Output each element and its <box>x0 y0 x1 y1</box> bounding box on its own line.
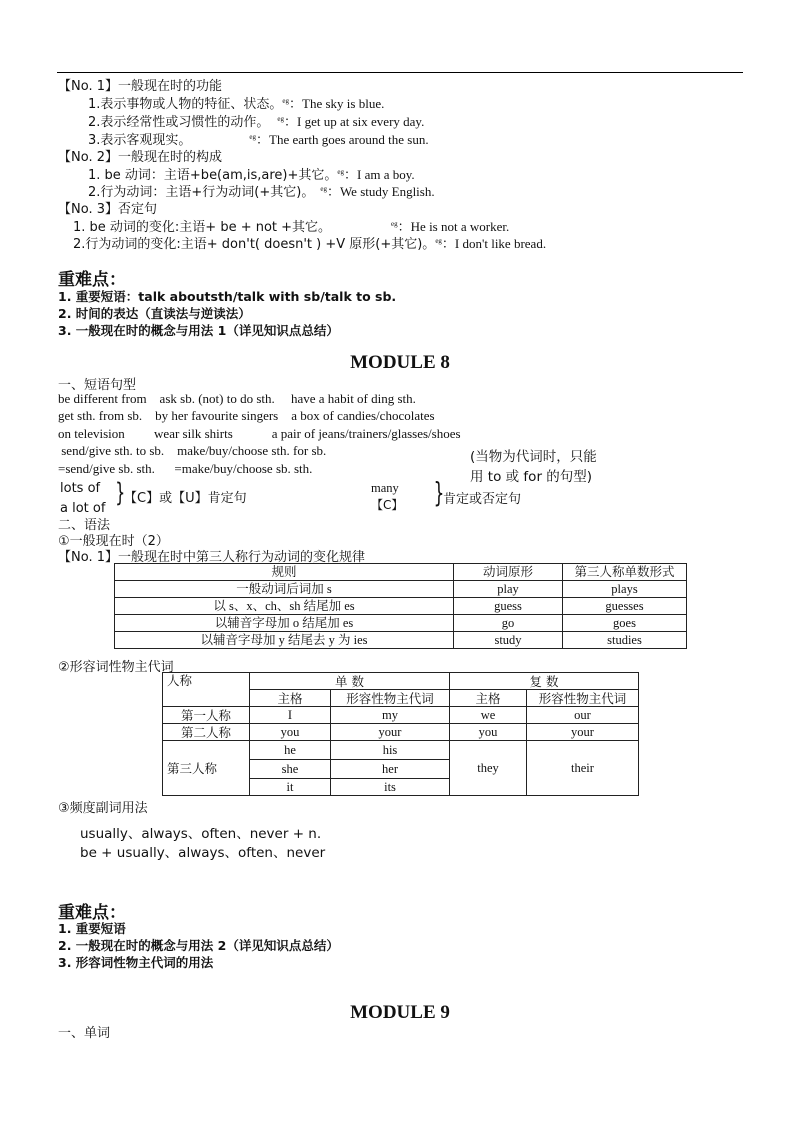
grammar-item-3: ③频度副词用法 <box>58 801 148 816</box>
phrase-line: get sth. from sb. by her favourite singers a box of candies/chocolates <box>58 408 435 423</box>
table-row <box>163 707 639 724</box>
pronoun-note-line1: (当物为代词时，只能 <box>470 449 597 465</box>
rule-cell: 以 s、x、ch、sh 结尾加 es <box>115 598 454 615</box>
table-header-cell: 规则 <box>115 564 454 581</box>
no3-line2-text: 2.行为动词的变化:主语+ don't( doesn't ) +V 原形(+其它)。 <box>73 237 436 252</box>
possessive-pronoun-table <box>162 672 639 796</box>
eg-mark: eg <box>249 133 257 141</box>
pronoun-note-line2: 用 to 或 for 的句型) <box>470 469 593 485</box>
pronoun-cell: I <box>250 707 331 724</box>
frequency-adverb-rule-1: usually、always、often、never + n. <box>80 826 322 842</box>
singular-header: 单 数 <box>250 673 450 690</box>
no2-line1-text: 1. be 动词：主语+be(am,is,are)+其它。 <box>88 168 338 183</box>
possessive-header: 形容性物主代词 <box>527 690 639 707</box>
frequency-adverb-rule-2: be + usually、always、often、never <box>80 845 326 861</box>
grammar-item-1: ①一般现在时（2） <box>58 534 169 549</box>
key-point-item: 2. 时间的表达（直读法与逆读法） <box>58 306 251 321</box>
no1-line1 <box>88 93 384 112</box>
second-person-label: 第二人称 <box>163 724 250 741</box>
table-header-cell: 动词原形 <box>454 564 563 581</box>
third-person-form-cell: plays <box>563 581 687 598</box>
third-person-form-cell: studies <box>563 632 687 649</box>
pronoun-cell: we <box>450 707 527 724</box>
phrases-section-title: 一、短语句型 <box>58 378 137 393</box>
subject-case-header: 主格 <box>250 690 331 707</box>
eg-mark: eg <box>277 115 285 123</box>
grammar-item-2: ②形容词性物主代词 <box>58 660 174 675</box>
pronoun-cell: your <box>527 724 639 741</box>
no1-line3-example: ：The earth goes around the sun. <box>256 132 429 147</box>
phrase-line: be different from ask sb. (not) to do sth. have a habit of ding sth. <box>58 391 416 406</box>
table-header-row <box>163 673 639 690</box>
no3-title: 【No. 3】否定句 <box>58 202 157 217</box>
table-row <box>115 598 687 615</box>
pronoun-cell: they <box>450 741 527 796</box>
table-row <box>115 632 687 649</box>
top-rule <box>57 72 743 73</box>
no2-line2-example: ：We study English. <box>326 184 435 199</box>
table-header-cell: 第三人称单数形式 <box>563 564 687 581</box>
phrase-line: =send/give sb. sth. =make/buy/choose sb. sth. <box>58 461 313 476</box>
eg-mark: eg <box>320 185 327 193</box>
no1-line3-text: 3.表示客观现实。 <box>88 133 192 148</box>
brace-icon: } <box>115 478 126 508</box>
eg-mark: eg <box>282 97 290 105</box>
table-row <box>163 741 639 760</box>
rule-cell: 以辅音字母加 y 结尾去 y 为 ies <box>115 632 454 649</box>
third-person-label: 第三人称 <box>163 741 250 796</box>
third-person-table <box>114 563 687 649</box>
no1-line2-text: 2.表示经常性或习惯性的动作。 <box>88 115 270 130</box>
no1-line2 <box>88 111 424 130</box>
no1-line1-example: ：The sky is blue. <box>289 96 385 111</box>
a-lot-of-label: a lot of <box>60 501 106 516</box>
module-8-title: MODULE 8 <box>350 352 450 373</box>
pronoun-cell: you <box>250 724 331 741</box>
key-point-item: 3. 一般现在时的概念与用法 1（详见知识点总结） <box>58 323 339 338</box>
base-form-cell: go <box>454 615 563 632</box>
pronoun-cell: her <box>331 760 450 779</box>
no1-title: 【No. 1】一般现在时的功能 <box>58 79 222 94</box>
phrase-line: on television wear silk shirts a pair of jeans/trainers/glasses/shoes <box>58 426 461 441</box>
no3-line1-example: ：He is not a worker. <box>397 219 510 234</box>
pronoun-cell: she <box>250 760 331 779</box>
no1-line1-text: 1.表示事物或人物的特征、状态。 <box>88 97 283 112</box>
third-person-rule-title: 【No. 1】一般现在时中第三人称行为动词的变化规律 <box>58 550 365 565</box>
table-row <box>115 581 687 598</box>
third-person-form-cell: guesses <box>563 598 687 615</box>
no3-line2-example: ：I don't like bread. <box>441 236 547 251</box>
pronoun-cell: his <box>331 741 450 760</box>
grammar-section-title: 二、语法 <box>58 518 111 533</box>
key-points-heading: 重难点： <box>58 903 126 923</box>
brace-icon: } <box>433 476 445 509</box>
many-label: many <box>371 481 399 495</box>
key-point-item: 3. 形容词性物主代词的用法 <box>58 955 214 970</box>
rule-cell: 以辅音字母加 o 结尾加 es <box>115 615 454 632</box>
no1-line2-example: ：I get up at six every day. <box>284 114 425 129</box>
countable-tag: 【C】 <box>371 498 404 512</box>
possessive-header: 形容性物主代词 <box>331 690 450 707</box>
eg-mark: eg <box>435 237 442 245</box>
first-person-label: 第一人称 <box>163 707 250 724</box>
table-row <box>163 724 639 741</box>
pronoun-cell: its <box>331 779 450 796</box>
table-header-row <box>115 564 687 581</box>
base-form-cell: play <box>454 581 563 598</box>
person-header: 人称 <box>163 673 250 707</box>
phrase-line: send/give sth. to sb. make/buy/choose sth. for sb. <box>58 443 327 458</box>
pronoun-cell: you <box>450 724 527 741</box>
no2-title: 【No. 2】一般现在时的构成 <box>58 150 222 165</box>
no3-line1-text: 1. be 动词的变化:主语+ be + not +其它。 <box>73 220 332 235</box>
table-row <box>115 615 687 632</box>
pronoun-cell: our <box>527 707 639 724</box>
pronoun-cell: their <box>527 741 639 796</box>
eg-mark: eg <box>337 168 345 176</box>
pronoun-cell: he <box>250 741 331 760</box>
no2-line1-example: ：I am a boy. <box>344 167 415 182</box>
countable-uncountable-text: 【C】或【U】肯定句 <box>124 491 247 506</box>
rule-cell: 一般动词后词加 s <box>115 581 454 598</box>
key-point-item: 1. 重要短语 <box>58 921 126 936</box>
pronoun-cell: your <box>331 724 450 741</box>
base-form-cell: study <box>454 632 563 649</box>
key-point-item: 2. 一般现在时的概念与用法 2（详见知识点总结） <box>58 938 339 953</box>
plural-header: 复 数 <box>450 673 639 690</box>
many-usage-text: 肯定或否定句 <box>443 492 522 507</box>
eg-mark: eg <box>391 220 398 228</box>
third-person-form-cell: goes <box>563 615 687 632</box>
key-point-item: 1. 重要短语：talk aboutsth/talk with sb/talk to sb. <box>58 289 397 304</box>
no3-line2 <box>73 233 546 252</box>
module-9-title: MODULE 9 <box>350 1002 450 1023</box>
subject-case-header: 主格 <box>450 690 527 707</box>
key-points-heading: 重难点： <box>58 270 126 290</box>
pronoun-cell: it <box>250 779 331 796</box>
base-form-cell: guess <box>454 598 563 615</box>
words-section-title: 一、单词 <box>58 1026 111 1041</box>
pronoun-cell: my <box>331 707 450 724</box>
no2-line2-text: 2.行为动词：主语+行为动词(+其它)。 <box>88 185 315 200</box>
lots-of-label: lots of <box>60 481 101 496</box>
